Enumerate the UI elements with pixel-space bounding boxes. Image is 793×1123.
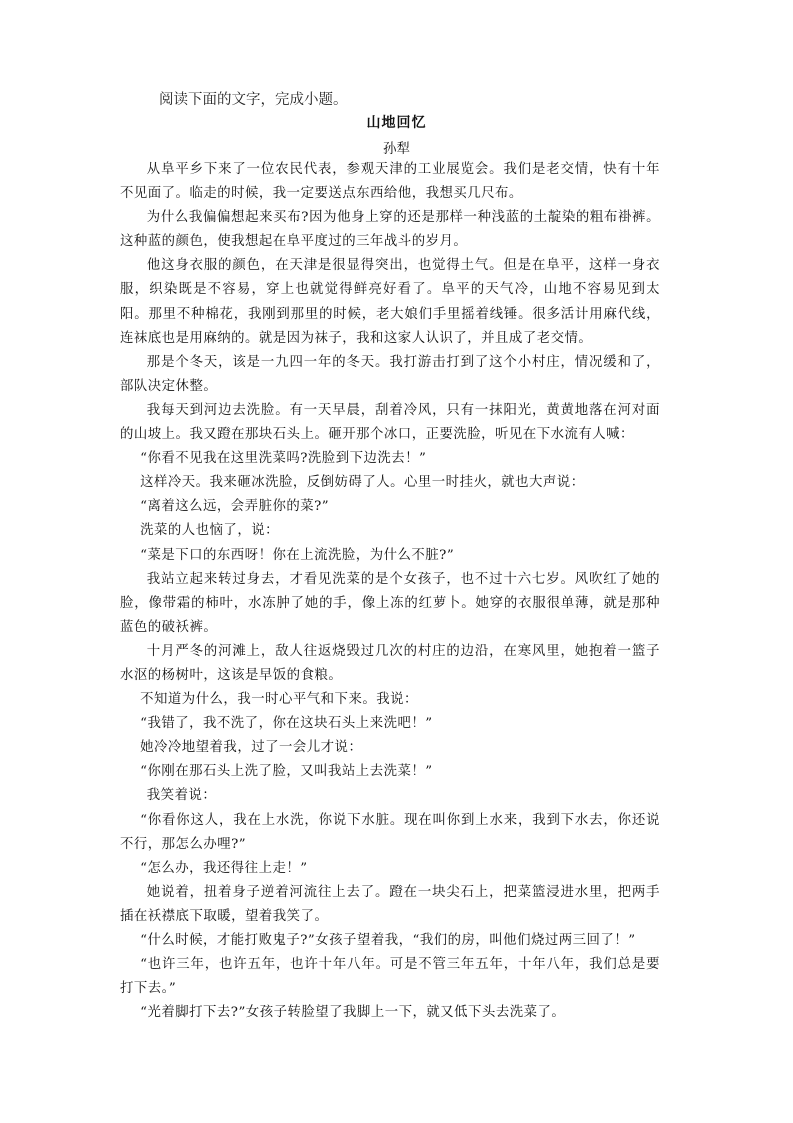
dialogue-line: “怎么办，我还得往上走！” <box>140 860 308 876</box>
paragraph: 他这身衣服的颜色，在天津是很显得突出，也觉得土气。但是在阜平，这样一身衣服，织染既是不容易，穿上也就觉得鲜亮好看了。阜平的天气冷，山地不容易见到太阳。那里不种棉花，我刚到那里的时候，老大娘们手里摇着线锤。很多活计用麻代线，连袜底也是用麻纳的。就是因为袜子，我和这家人认识了，并且成了老交情。 <box>120 258 660 346</box>
article-author: 孙犁 <box>383 141 410 157</box>
paragraph: 十月严冬的河滩上，敌人往返烧毁过几次的村庄的边沿，在寒风里，她抱着一篮子水沤的杨树叶，这该是早饭的食粮。 <box>120 643 660 683</box>
dialogue-line: “菜是下口的东西呀！你在上流洗脸，为什么不脏?” <box>140 547 455 563</box>
paragraph: 这样冷天。我来砸冰洗脸，反倒妨碍了人。心里一时挂火，就也大声说： <box>140 475 585 491</box>
dialogue-line: “你看不见我在这里洗菜吗?洗脸到下边洗去！” <box>140 451 427 467</box>
article-title: 山地回忆 <box>366 115 427 131</box>
paragraph: 我站立起来转过身去，才看见洗菜的是个女孩子，也不过十六七岁。风吹红了她的脸，像带霜的柿叶，水冻肿了她的手，像上冻的红萝卜。她穿的衣服很单薄，就是那种蓝色的破袄裤。 <box>120 571 660 635</box>
paragraph: 从阜平乡下来了一位农民代表，参观天津的工业展览会。我们是老交情，快有十年不见面了。临走的时候，我一定要送点东西给他，我想买几尺布。 <box>120 162 660 202</box>
paragraph: 我每天到河边去洗脸。有一天早晨，刮着冷风，只有一抹阳光，黄黄地落在河对面的山坡上。我又蹬在那块石头上。砸开那个冰口，正要洗脸，听见在下水流有人喊： <box>120 402 660 443</box>
dialogue-line: “我错了，我不洗了，你在这块石头上来洗吧！” <box>140 716 433 732</box>
dialogue-line: “光着脚打下去?”女孩子转脸望了我脚上一下，就又低下头去洗菜了。 <box>140 1005 566 1021</box>
question-instruction: 阅读下面的文字，完成小题。 <box>159 92 348 108</box>
dialogue-line: “你看你这人，我在上水洗，你说下水脏。现在叫你到上水来，我到下水去，你还说不行，那怎么办哩?” <box>120 812 660 852</box>
dialogue-line: “你刚在那石头上洗了脸，又叫我站上去洗菜！” <box>140 764 433 780</box>
paragraph: 洗菜的人也恼了，说： <box>140 523 279 539</box>
paragraph: 她冷冷地望着我，过了一会儿才说： <box>140 740 363 756</box>
dialogue-line: “也许三年，也许五年，也许十年八年。可是不管三年五年，十年八年，我们总是要打下去。” <box>120 957 660 997</box>
paragraph: 不知道为什么，我一时心平气和下来。我说： <box>140 692 418 708</box>
paragraph: 为什么我偏偏想起来买布?因为他身上穿的还是那样一种浅蓝的土靛染的粗布褂裤。这种蓝的颜色，使我想起在阜平度过的三年战斗的岁月。 <box>120 210 660 250</box>
article-body <box>120 158 660 1025</box>
dialogue-line: “离着这么远，会弄脏你的菜?” <box>140 499 330 515</box>
paragraph: 我笑着说： <box>146 788 217 804</box>
paragraph: 那是个冬天，该是一九四一年的冬天。我打游击打到了这个小村庄，情况缓和了，部队决定休整。 <box>120 354 660 394</box>
dialogue-line: “什么时候，才能打败鬼子?”女孩子望着我，“我们的房，叫他们烧过两三回了！” <box>140 933 636 948</box>
paragraph: 她说着，扭着身子逆着河流往上去了。蹬在一块尖石上，把菜篮浸进水里，把两手插在袄襟底下取暖，望着我笑了。 <box>120 884 660 924</box>
